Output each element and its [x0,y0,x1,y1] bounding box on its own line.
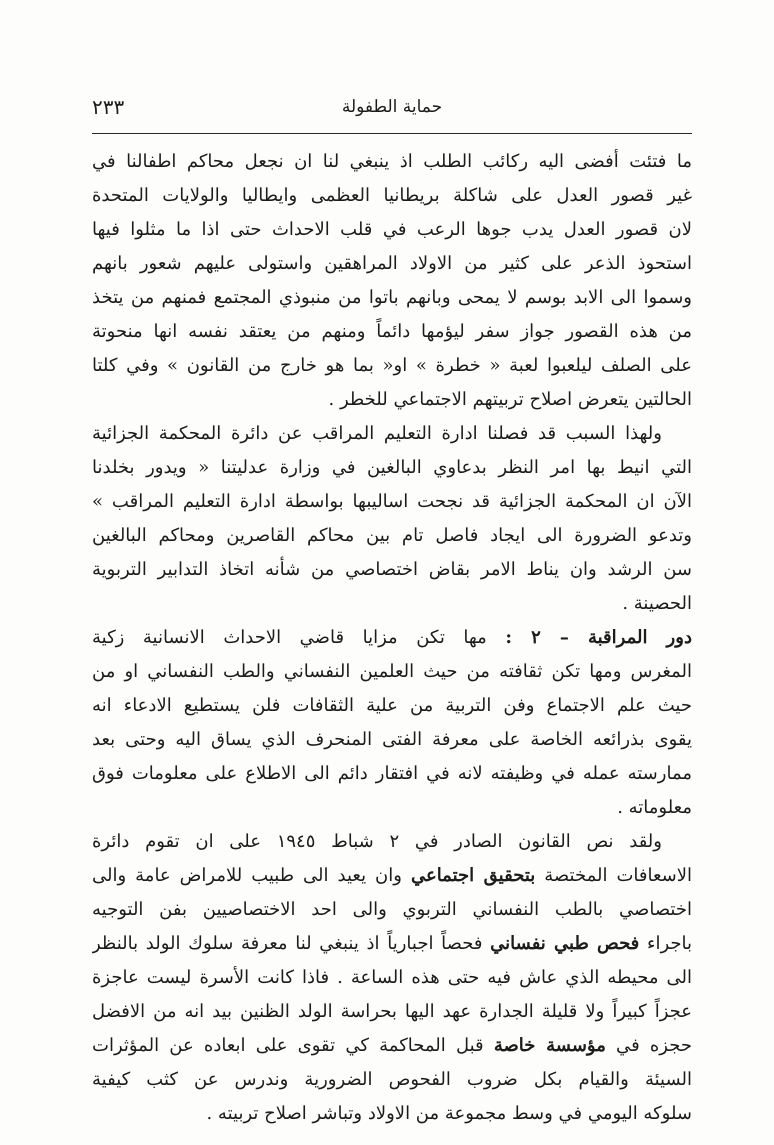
text-run: فحصاً اجبارياً اذ ينبغي لنا معرفة سلوك الولد بالنظر [92,933,491,954]
text-line: غير قصور العدل على شاكلة بريطانيا العظمى وايطاليا والولايات المتحدة [92,185,692,206]
text-line [92,1029,692,1063]
paragraph-4 [92,825,692,1131]
paragraph-1 [92,145,692,417]
text-line: ولهذا السبب قد فصلنا ادارة التعليم المراقب عن دائرة المحكمة الجزائية [92,423,662,444]
text-line: الى محيطه الذي عاش فيه حتى هذه الساعة . فاذا كانت الأسرة ليست عاجزة [92,967,692,988]
text-run: مها تكن مزايا قاضي الاحداث الانسانية زكية [92,627,487,648]
text-line: اختصاصي بالطب النفساني التربوي والى احد الاختصاصيين بفن التوجيه [92,899,692,920]
page-number: ٢٣٣ [92,95,125,119]
text-line [92,859,692,893]
paragraph-3 [92,621,692,825]
page-header [92,97,692,127]
header-rule [92,133,692,134]
text-line: على الصلف ليلعبوا لعبة « خطرة » او« بما هو خارج من القانون » وفي كلتا [92,355,692,376]
text-line: استحوذ الذعر على كثير من الاولاد المراهقين واستولى عليهم شعور بانهم [92,253,692,274]
running-title: حماية الطفولة [341,97,443,117]
text-line: لان قصور العدل يدب جوها الرعب في قلب الاحداث حتى اذا ما مثلوا فيها [92,219,692,240]
text-line: سن الرشد وان يناط الامر بقاض اختصاصي من شأنه اتخاذ التدابير التربوية [92,559,692,580]
text-line: ممارسته عمله في وظيفته لانه في افتقار دائم الى الاطلاع على معلومات فوق [92,763,692,784]
text-run: حجزه في [605,1035,692,1056]
text-line: ما فتئت أفضى اليه ركائب الطلب اذ ينبغي لنا ان نجعل محاكم اطفالنا في [92,151,692,172]
text-line: الحالتين يتعرض اصلاح تربيتهم الاجتماعي للخطر . [328,389,692,410]
text-line: التي انيط بها امر النظر بدعاوي البالغين في وزارة عدليتنا « ويدور بخلدنا [92,457,692,478]
text-line: عجزاً كبيراً ولا قليلة الجدارة عهد اليها بحراسة الولد الظنين بيد انه من الافضل [92,1001,692,1022]
bold-term: فحص طبي نفساني [490,933,640,954]
bold-term: مؤسسة خاصة [493,1035,606,1056]
text-line: يقوى بذرائعه الخاصة على معرفة الفتى المنحرف الذي يساق اليه وحتى بعد [92,729,692,750]
text-block-upper [92,145,692,621]
text-line: ولقد نص القانون الصادر في ٢ شباط ١٩٤٥ على ان تقوم دائرة [92,831,662,852]
text-line: من هذه القصور جواز سفر ليؤمها دائماً ومنهم من يعتقد نفسه انها منحوتة [92,321,692,342]
bold-term: بتحقيق اجتماعي [410,865,536,886]
text-line: المغرس ومها تكن ثقافته من حيث العلمين النفساني والطب النفساني او من [92,661,692,682]
text-run: وان يعيد الى طبيب للامراض عامة والى [92,865,411,886]
text-line: السيئة والقيام بكل ضروب الفحوص الضرورية وندرس عن كثب كيفية [92,1069,692,1090]
text-line: وتدعو الضرورة الى ايجاد فاصل تام بين محاكم القاصرين ومحاكم البالغين [92,525,692,546]
text-line [92,927,692,961]
text-line: وسموا الى الابد بوسم لا يمحى وبانهم باتوا من منبوذي المجتمع فمنهم من يتخذ [92,287,692,308]
text-line: معلوماته . [617,797,692,818]
text-line: سلوكه اليومي في وسط مجموعة من الاولاد وتباشر اصلاح تربيته . [206,1103,692,1124]
text-line [92,621,692,655]
section-heading: دور المراقبة – ٢ : [505,627,692,648]
text-run: قبل المحاكمة كي تقوى على ابعاده عن المؤثرات [92,1035,494,1056]
text-run: الاسعافات المختصة [535,865,692,886]
text-block-lower [92,621,692,1131]
text-line: حيث علم الاجتماع وفن التربية من علية الثقافات فلن يستطيع الادعاء انه [92,695,692,716]
text-line: الآن ان المحكمة الجزائية قد نجحت اساليبها بواسطة ادارة التعليم المراقب » [92,491,692,512]
paragraph-2 [92,417,692,621]
text-line: الحصينة . [622,593,692,614]
text-run: باجراء [639,933,692,954]
